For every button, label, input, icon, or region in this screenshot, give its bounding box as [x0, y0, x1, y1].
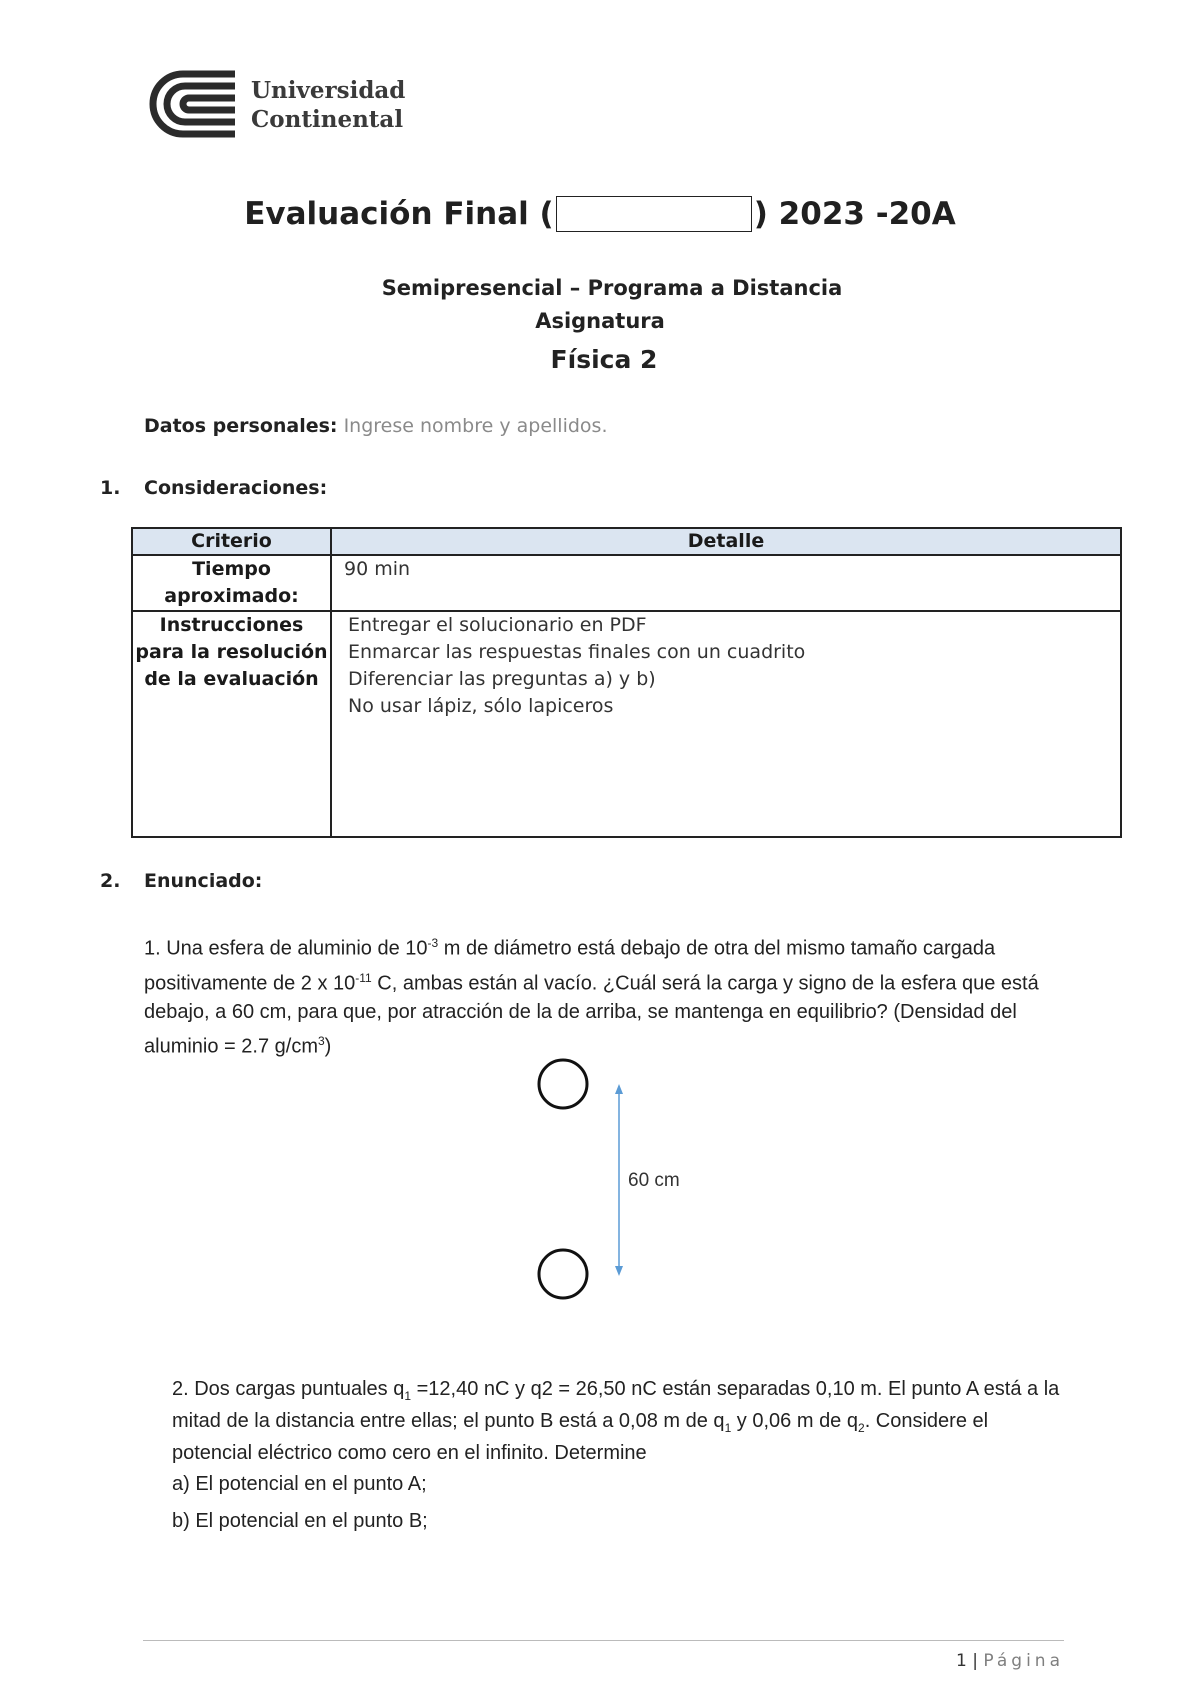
modality-subtitle: Semipresencial – Programa a Distancia	[381, 276, 843, 300]
page-footer	[956, 1651, 1064, 1671]
course-label: Asignatura	[535, 309, 665, 333]
title-prefix: Evaluación Final (	[244, 196, 554, 232]
detail-line: Entregar el solucionario en PDF	[348, 614, 647, 636]
detail-line: 90 min	[344, 558, 411, 580]
table-row	[132, 555, 1121, 611]
arrow-head-up-icon	[615, 1084, 623, 1094]
criterion-cell: Tiempo aproximado:	[132, 555, 331, 611]
problem-2-part: =12,40 nC y q2 = 26,50 nC están separadas 0,10 m. El punto A está a la mitad de la distancia entre ellas; el punto B está a 0,08 m de q	[172, 1378, 1060, 1432]
personal-data-label: Datos personales:	[144, 415, 338, 437]
problem-1-part: C, ambas están al vacío. ¿Cuál será la carga y signo de la esfera que está debajo, a 60 cm, para que, por atracción de la de arriba, se mantenga en equilibrio? (Densidad del aluminio = 2.7 g/cm	[144, 972, 1039, 1058]
criterion-cell: Instrucciones para la resolución de la evaluación	[132, 611, 331, 837]
table-header-detalle: Detalle	[331, 528, 1121, 555]
exponent: -11	[355, 970, 372, 985]
question-a: a) El potencial en el punto A;	[172, 1473, 427, 1495]
title-suffix: ) 2023 -20A	[753, 196, 956, 232]
distance-label: 60 cm	[628, 1170, 680, 1191]
problem-2-part: . Considere el potencial eléctrico como cero en el infinito. Determine	[172, 1410, 989, 1464]
criteria-table	[131, 527, 1122, 838]
question-b: b) El potencial en el punto B;	[172, 1510, 428, 1532]
problem-2-text	[172, 1377, 1072, 1466]
detail-cell	[331, 555, 1121, 611]
footer-separator: |	[966, 1651, 984, 1671]
table-header-criterio: Criterio	[132, 528, 331, 555]
page-number: 1	[956, 1651, 967, 1671]
table-row	[132, 611, 1121, 837]
footer-divider	[143, 1640, 1064, 1641]
lower-sphere	[539, 1250, 587, 1298]
table-header-row	[132, 528, 1121, 555]
problem-1-part: m de diámetro está debajo de otra del mismo tamaño cargada positivamente de 2 x 10	[144, 937, 996, 995]
logo-line-1: Universidad	[251, 77, 406, 104]
detail-cell	[331, 611, 1121, 837]
problem-2-part: 2. Dos cargas puntuales q	[172, 1378, 405, 1400]
detail-line: No usar lápiz, sólo lapiceros	[348, 695, 614, 717]
page-word: Página	[983, 1651, 1064, 1671]
name-input-placeholder[interactable]: Ingrese nombre y apellidos.	[343, 415, 608, 437]
personal-data	[144, 415, 608, 437]
section-2-heading	[100, 870, 262, 892]
section-number: 2.	[100, 870, 121, 892]
section-title: Consideraciones:	[144, 477, 328, 499]
exam-type-blank-field[interactable]	[556, 196, 752, 232]
detail-line: Enmarcar las respuestas finales con un cuadrito	[348, 641, 806, 663]
problem-1-part: )	[324, 1035, 332, 1058]
section-number: 1.	[100, 477, 121, 499]
exam-title	[0, 196, 1200, 232]
problem-1-text	[144, 929, 1064, 1062]
arrow-head-down-icon	[615, 1266, 623, 1276]
logo-text	[251, 76, 405, 134]
continental-logo-icon	[143, 70, 239, 140]
university-logo	[143, 70, 406, 142]
upper-sphere	[539, 1060, 587, 1108]
subscript: 1	[404, 1389, 412, 1403]
detail-line: Diferenciar las preguntas a) y b)	[348, 668, 656, 690]
course-name: Física 2	[550, 345, 658, 374]
section-title: Enunciado:	[144, 870, 263, 892]
logo-line-2: Continental	[251, 106, 404, 133]
problem-2-part: y 0,06 m de q	[731, 1410, 858, 1432]
exponent: 3	[317, 1034, 325, 1049]
exponent: -3	[427, 936, 439, 950]
problem-1-part: 1. Una esfera de aluminio de 10	[144, 937, 428, 960]
subscript: 1	[724, 1421, 732, 1435]
section-1-heading	[100, 477, 327, 499]
subscript: 2	[858, 1421, 865, 1435]
